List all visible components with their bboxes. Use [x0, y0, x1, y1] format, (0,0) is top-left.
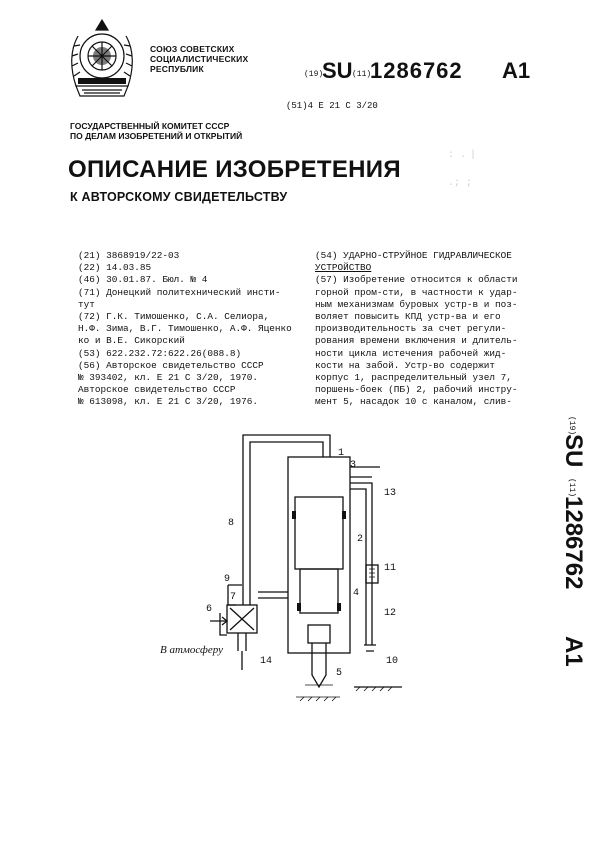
org-line: СОЮЗ СОВЕТСКИХ	[150, 44, 235, 54]
label-7: 7	[230, 592, 237, 603]
label-9: 9	[224, 574, 231, 585]
label-11: 11	[384, 563, 397, 574]
pipe-12	[350, 483, 372, 645]
abstract-line: (57) Изобретение относится к области	[315, 274, 518, 286]
org-line: СОЦИАЛИСТИЧЕСКИХ	[150, 54, 249, 64]
biblio-line: № 613098, кл. Е 21 С 3/20, 1976.	[78, 396, 259, 408]
label-4: 4	[353, 588, 360, 599]
part-4	[300, 569, 338, 613]
scan-artifact: : . |	[448, 150, 477, 161]
biblio-line: (21) 3868919/22-03	[78, 250, 180, 261]
document-title: ОПИСАНИЕ ИЗОБРЕТЕНИЯ	[68, 156, 401, 183]
side-kind: A1	[560, 636, 587, 667]
state-emblem-icon	[62, 16, 142, 100]
label-14: 14	[260, 656, 273, 667]
committee-line: ПО ДЕЛАМ ИЗОБРЕТЕНИЙ И ОТКРЫТИЙ	[70, 131, 243, 141]
label-8: 8	[228, 518, 235, 529]
code-19: (19)	[304, 70, 324, 79]
side-code-19: (19)	[567, 416, 576, 436]
biblio-line: (72) Г.К. Тимошенко, С.А. Селиора,	[78, 311, 270, 323]
scan-artifact: .; ;	[448, 178, 473, 189]
side-publication-number	[546, 414, 587, 672]
abstract-line: поршень-боек (ПБ) 2, рабочий инстру-	[315, 384, 518, 396]
document-subtitle: К АВТОРСКОМУ СВИДЕТЕЛЬСТВУ	[70, 190, 288, 204]
biblio-line: (56) Авторское свидетельство СССР	[78, 359, 264, 371]
publication-number	[304, 60, 544, 86]
label-1: 1	[338, 448, 345, 459]
label-10: 10	[386, 656, 399, 667]
invention-title: (54) УДАРНО-СТРУЙНОЕ ГИДРАВЛИЧЕСКОЕ	[315, 250, 512, 261]
biblio-line: (71) Донецкий политехнический инсти-	[78, 286, 281, 298]
abstract-line: ным механизмам буровых устр-в и поз-	[315, 298, 518, 310]
kind-code: A1	[502, 58, 531, 83]
pipe-8	[243, 435, 330, 605]
abstract	[315, 250, 518, 409]
atmosphere-label: В атмосферу	[160, 644, 223, 656]
tool-5	[312, 643, 326, 687]
biblio-line: (46) 30.01.87. Бюл. № 4	[78, 274, 208, 286]
biblio-line: (53) 622.232.72:622.26(088.8)	[78, 347, 242, 359]
outlet-14	[238, 633, 246, 651]
piston-2	[295, 497, 343, 569]
side-number: 1286762	[560, 496, 587, 590]
biblio-line: ко и В.Е. Сикорский	[78, 335, 185, 347]
country-code: SU	[322, 58, 353, 83]
label-13: 13	[384, 488, 397, 499]
connecting-pipe	[258, 592, 288, 598]
technical-drawing	[140, 425, 430, 705]
pipe-8-inner	[250, 442, 323, 605]
abstract-line: корпус 1, распределительный узел 7,	[315, 372, 512, 384]
abstract-line: рования времени включения и длитель-	[315, 335, 518, 347]
tool-shank	[308, 625, 330, 643]
label-6: 6	[206, 604, 213, 615]
housing-1	[288, 457, 350, 653]
patent-number: 1286762	[370, 58, 463, 83]
committee-line: ГОСУДАРСТВЕННЫЙ КОМИТЕТ СССР	[70, 121, 230, 131]
biblio-line: Н.Ф. Зима, В.Г. Тимошенко, А.Ф. Яценко	[78, 323, 292, 335]
code-11: (11)	[352, 70, 372, 79]
abstract-line: ности цикла истечения рабочей жид-	[315, 347, 507, 359]
biblio-line: Авторское свидетельство СССР	[78, 384, 236, 396]
abstract-line: кости на забой. Устр-во содержит	[315, 359, 496, 371]
side-code-11: (11)	[567, 478, 576, 498]
biblio-line: тут	[78, 298, 95, 310]
label-12: 12	[384, 608, 397, 619]
abstract-line: горной пром-сти, в частности к удар-	[315, 286, 518, 298]
organization-name	[150, 44, 248, 74]
abstract-line: мент 5, насадок 10 с каналом, слив-	[315, 396, 512, 408]
label-2: 2	[357, 534, 364, 545]
side-country: SU	[560, 434, 587, 468]
invention-title: УСТРОЙСТВО	[315, 262, 372, 274]
biblio-line: № 393402, кл. Е 21 С 3/20, 1970.	[78, 372, 259, 384]
bibliographic-data	[78, 250, 292, 409]
abstract-line: производительность за счет регули-	[315, 323, 507, 335]
biblio-line: (22) 14.03.85	[78, 262, 152, 274]
pipe-12-inner	[350, 489, 366, 645]
ipc-class: (51)4 E 21 C 3/20	[286, 101, 378, 111]
org-line: РЕСПУБЛИК	[150, 64, 204, 74]
abstract-line: воляет повысить КПД устр-ва и его	[315, 311, 501, 323]
label-5: 5	[336, 668, 343, 679]
label-3: 3	[350, 460, 357, 471]
committee-name	[70, 121, 242, 141]
